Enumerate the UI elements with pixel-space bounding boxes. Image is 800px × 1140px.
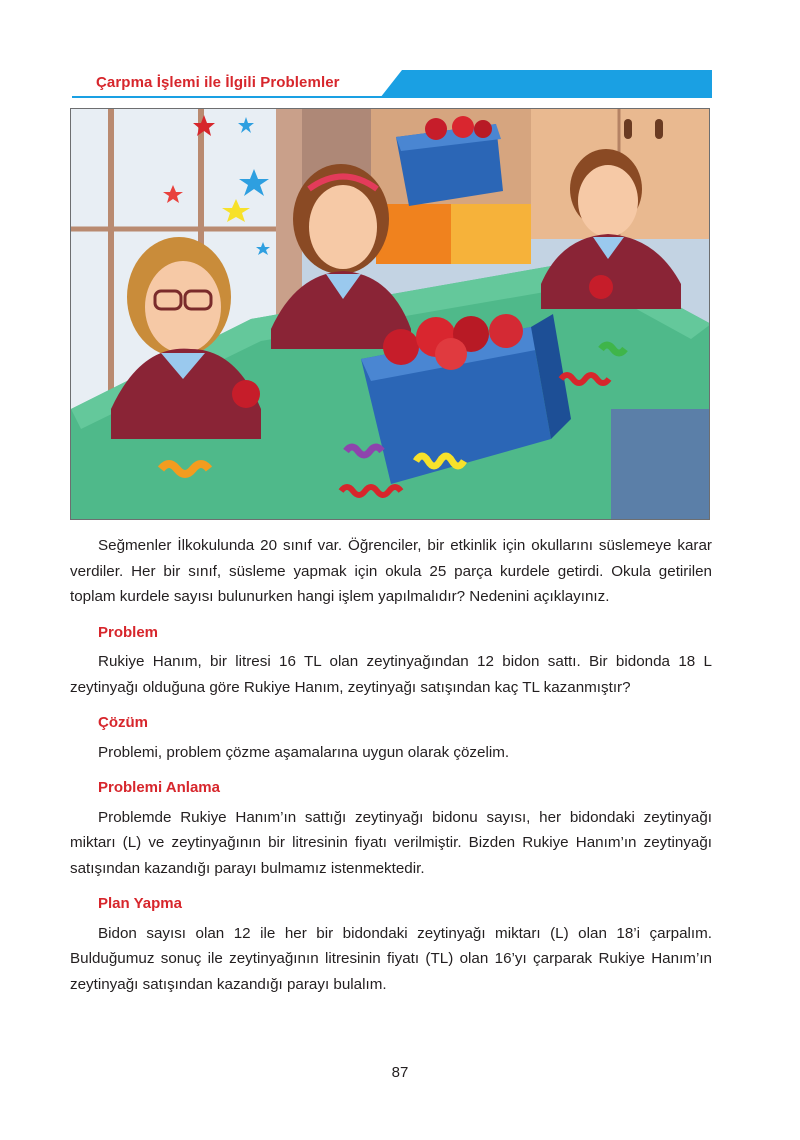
understanding-heading: Problemi Anlama bbox=[98, 779, 220, 796]
solution-paragraph: Problemi, problem çözme aşamalarına uygun olarak çözelim. bbox=[98, 743, 510, 761]
intro-paragraph: Seğmenler İlkokulunda 20 sınıf var. Öğrenciler, bir etkinlik için okullarını süslemeye karar verdiler. Her bir sınıf, süsleme yapmak için okula 25 parça kurdele getirdi. Okula getirilen toplam kurdele sayısı bulunurken hangi işlem yapılmalıdır? Nedenini açıklayınız. bbox=[70, 537, 712, 605]
section-title: Çarpma İşlemi ile İlgili Problemler bbox=[96, 74, 340, 91]
header-accent-bar bbox=[380, 70, 712, 98]
understanding-paragraph: Problemde Rukiye Hanım’ın sattığı zeytinyağı bidonu sayısı, her bidondaki zeytinyağı miktarı (L) ve zeytinyağının bir litresinin fiyatı verilmiştir. Bizden Rukiye Hanım’ın zeytinyağı satışından kazandığı parayı bulmamız istenmektedir. bbox=[70, 808, 712, 877]
problem-heading: Problem bbox=[98, 623, 159, 641]
problem-paragraph: Rukiye Hanım, bir litresi 16 TL olan zeytinyağından 12 bidon sattı. Bir bidonda 18 L zeytinyağı olduğuna göre Rukiye Hanım, zeytinyağı satışından kaç TL kazanmıştır? bbox=[70, 653, 712, 696]
classroom-illustration bbox=[70, 108, 710, 520]
planning-paragraph: Bidon sayısı olan 12 ile her bir bidondaki zeytinyağı miktarı (L) olan 18’i çarpalım. Bulduğumuz sonuç ile zeytinyağının litresinin fiyatı (TL) olan 16’yı çarparak Rukiye Hanım’ın zeytinyağı satışından kazandığı parayı bulalım. bbox=[70, 924, 712, 993]
content-text bbox=[70, 533, 712, 997]
header-underline bbox=[72, 96, 402, 98]
section-header bbox=[72, 70, 712, 98]
planning-heading: Plan Yapma bbox=[98, 895, 182, 912]
solution-heading: Çözüm bbox=[98, 714, 148, 731]
page-number: 87 bbox=[391, 1064, 409, 1081]
